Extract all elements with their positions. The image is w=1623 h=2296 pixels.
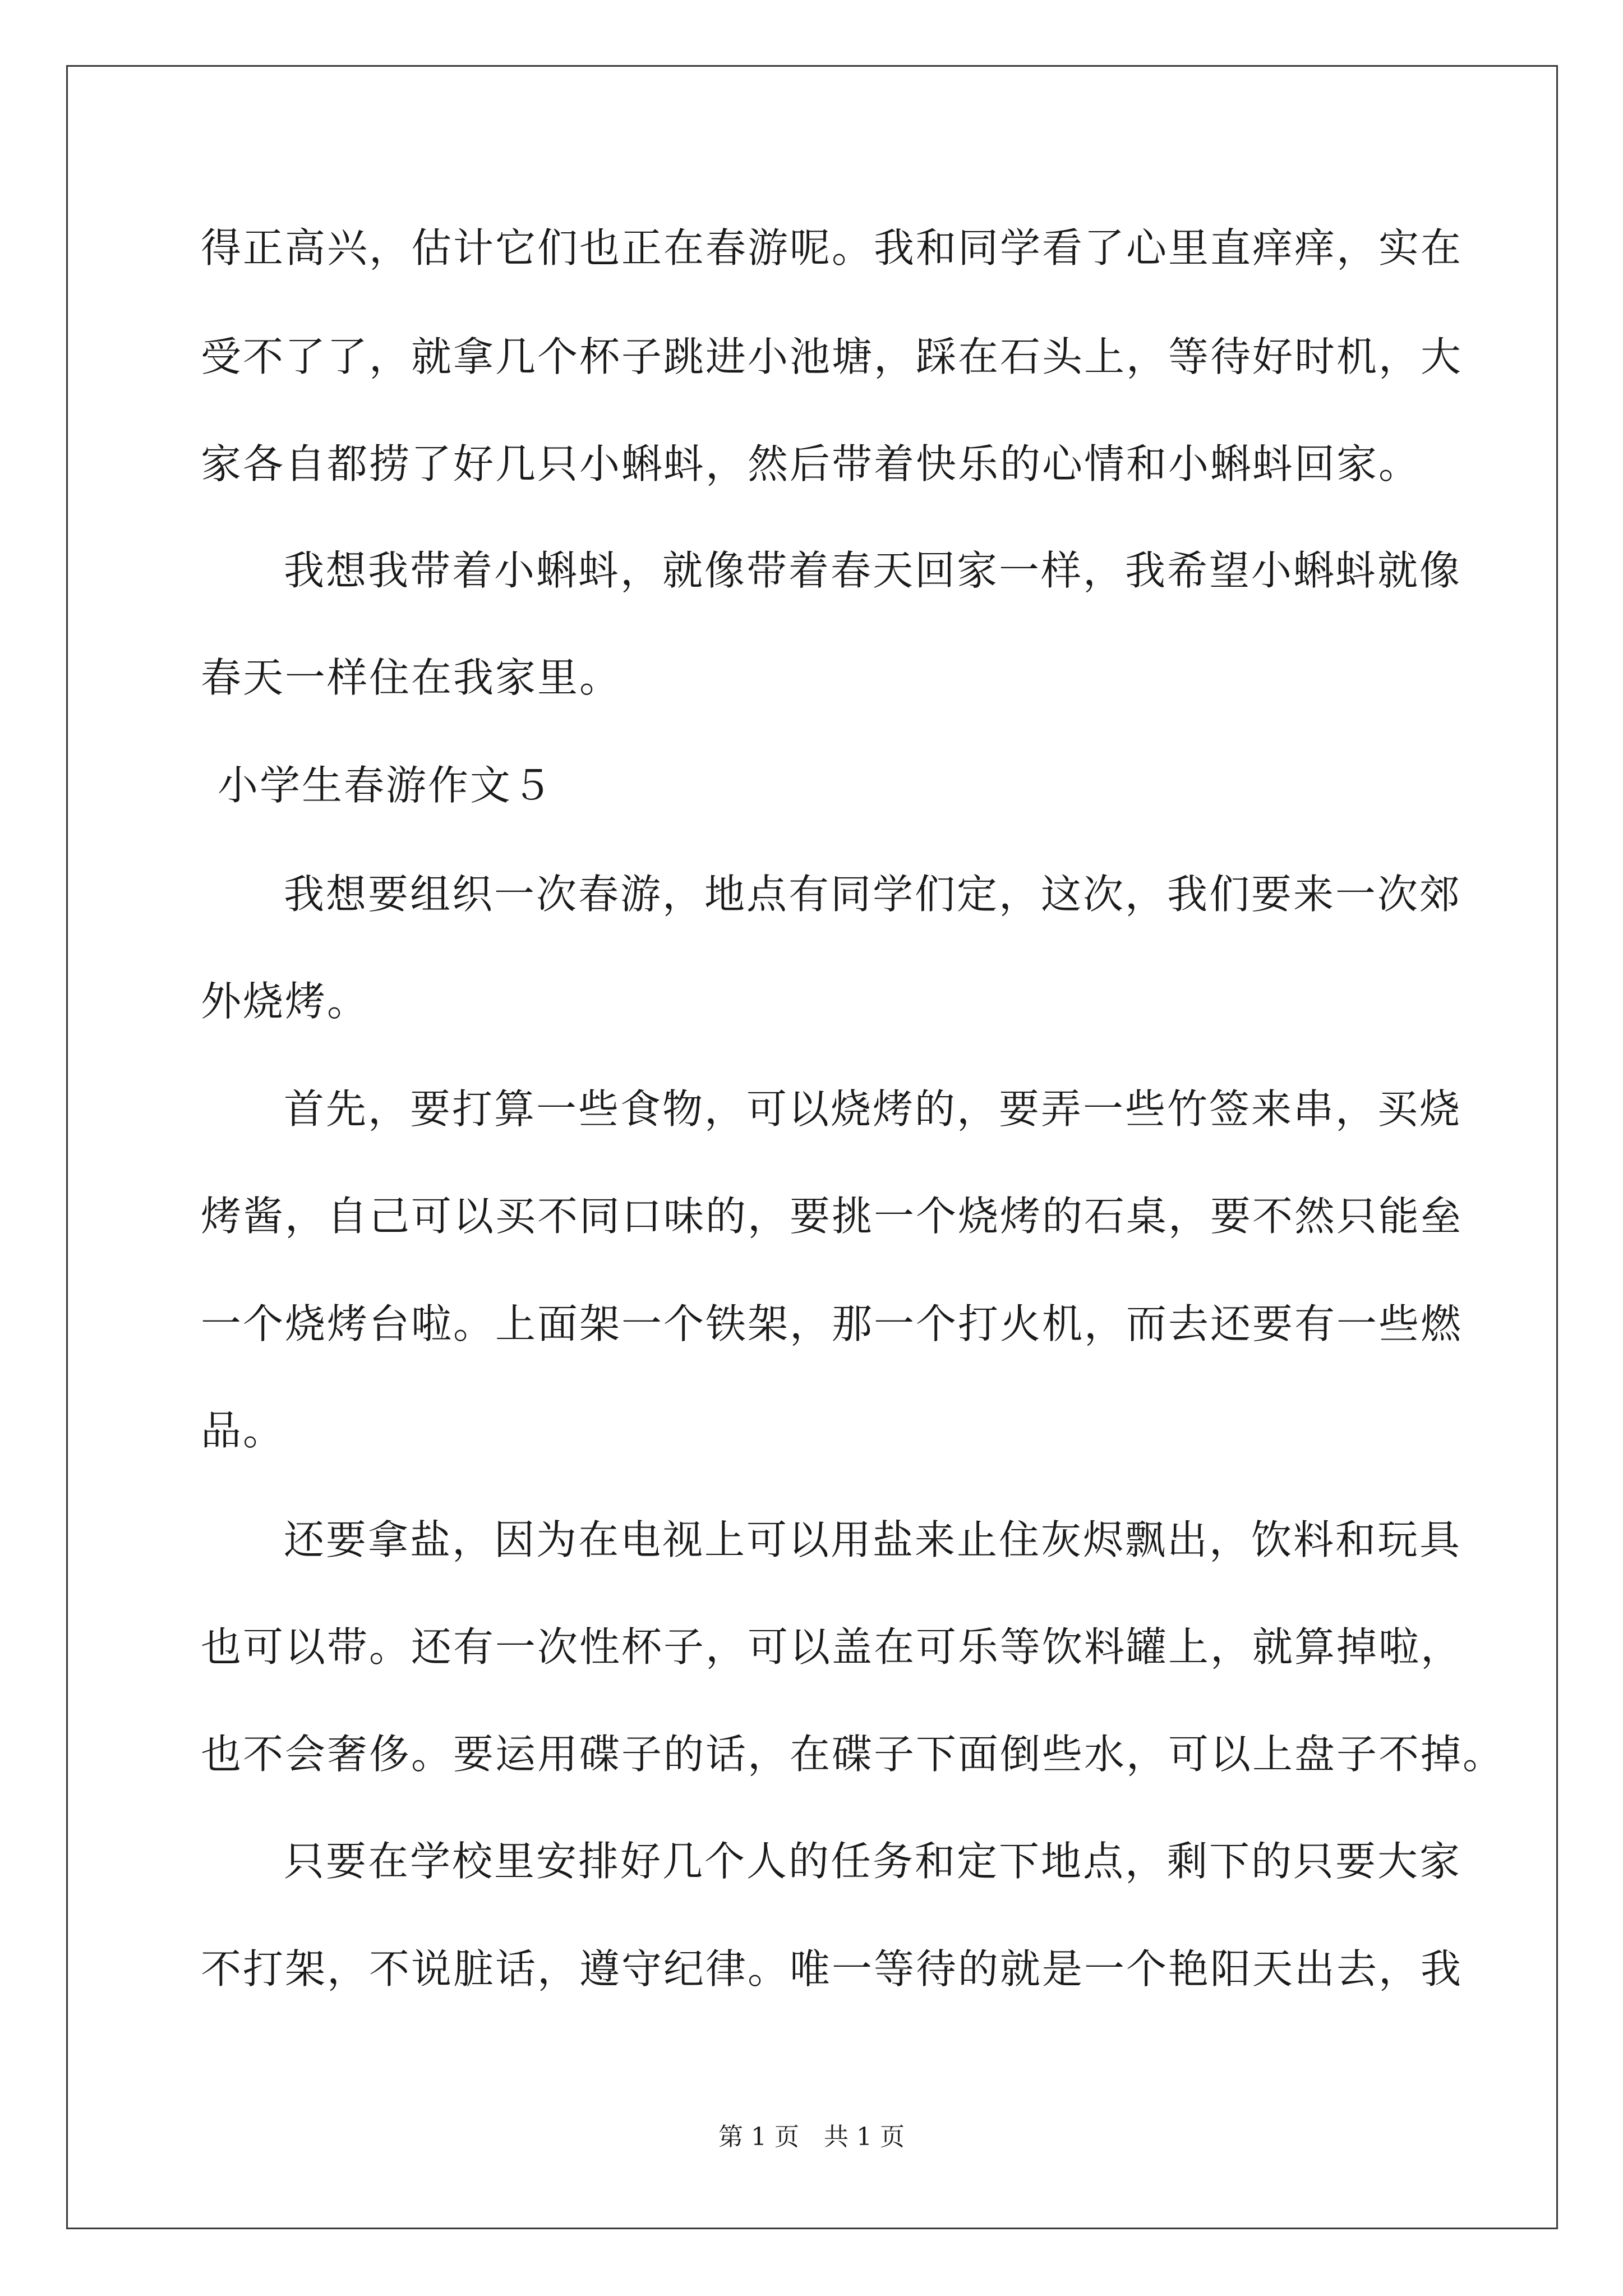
text-line: 家各自都捞了好几只小蝌蚪，然后带着快乐的心情和小蝌蚪回家。 [201, 440, 1421, 487]
paragraph-start: 首先，要打算一些食物，可以烧烤的，要弄一些竹签来串，买烧 [284, 1085, 1462, 1133]
paragraph-start: 只要在学校里安排好几个人的任务和定下地点，剩下的只要大家 [284, 1838, 1462, 1885]
paragraph-start: 还要拿盐，因为在电视上可以用盐来止住灰烬飘出，饮料和玩具 [284, 1516, 1462, 1563]
text-line: 品。 [201, 1407, 285, 1454]
text-line: 一个烧烤台啦。上面架一个铁架，那一个打火机，而去还要有一些燃 [201, 1300, 1463, 1347]
text-line: 春天一样住在我家里。 [201, 654, 622, 701]
text-line: 得正高兴，估计它们也正在春游呢。我和同学看了心里直痒痒，实在 [201, 224, 1463, 272]
text-line: 受不了了，就拿几个杯子跳进小池塘，踩在石头上，等待好时机，大 [201, 333, 1463, 380]
paragraph-start: 我想要组织一次春游，地点有同学们定，这次，我们要来一次郊 [284, 871, 1462, 918]
text-line: 外烧烤。 [201, 978, 370, 1025]
page-number: 第 1 页 共 1 页 [718, 2123, 905, 2151]
text-line: 不打架，不说脏话，遵守纪律。唯一等待的就是一个艳阳天出去，我 [201, 1945, 1463, 1993]
section-heading: 小学生春游作文５ [218, 762, 555, 809]
text-line: 烤酱，自己可以买不同口味的，要挑一个烧烤的石桌，要不然只能垒 [201, 1193, 1463, 1240]
text-line: 也不会奢侈。要运用碟子的话，在碟子下面倒些水，可以上盘子不掉。 [201, 1731, 1505, 1778]
page-border [66, 65, 1558, 2229]
text-line: 也可以带。还有一次性杯子，可以盖在可乐等饮料罐上，就算掉啦， [201, 1623, 1463, 1671]
paragraph-start: 我想我带着小蝌蚪，就像带着春天回家一样，我希望小蝌蚪就像 [284, 547, 1462, 594]
